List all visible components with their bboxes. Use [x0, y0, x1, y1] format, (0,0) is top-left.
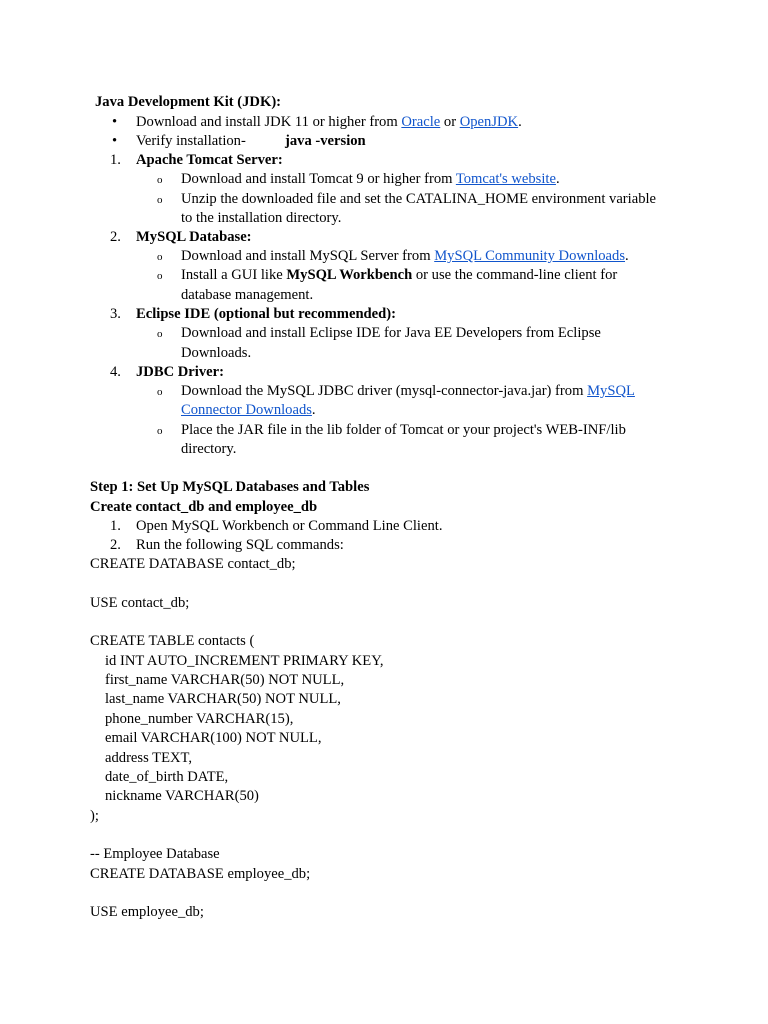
circle-bullet-icon: o: [157, 425, 163, 437]
bullet-icon: •: [112, 114, 118, 130]
oracle-link[interactable]: Oracle: [401, 114, 441, 130]
bullet-icon: •: [112, 133, 118, 149]
mysql-connector-downloads-link-cont[interactable]: Connector Downloads: [181, 402, 312, 418]
step1-heading: Step 1: Set Up MySQL Databases and Tables: [90, 479, 370, 495]
circle-bullet-icon: o: [157, 194, 163, 206]
mysql-community-downloads-link[interactable]: MySQL Community Downloads: [434, 248, 626, 264]
circle-bullet-icon: o: [157, 328, 163, 340]
mysql-heading: MySQL Database:: [136, 229, 252, 245]
jdbc-heading: JDBC Driver:: [136, 364, 224, 380]
tomcat-heading: Apache Tomcat Server:: [136, 152, 283, 168]
eclipse-heading: Eclipse IDE (optional but recommended):: [136, 306, 396, 322]
jdk-heading: Java Development Kit (JDK):: [95, 94, 282, 110]
circle-bullet-icon: o: [157, 386, 163, 398]
step1-subheading: Create contact_db and employee_db: [90, 499, 318, 515]
tomcat-website-link[interactable]: Tomcat's website: [455, 171, 556, 187]
java-version-command: java -version: [285, 133, 366, 149]
circle-bullet-icon: o: [157, 174, 163, 186]
mysql-connector-downloads-link[interactable]: MySQL: [587, 383, 635, 399]
openjdk-link[interactable]: OpenJDK: [459, 114, 519, 130]
document-page: Java Development Kit (JDK): • Download and install JDK 11 or higher from Oracle or OpenJDK. • Verify installation- java -version 1. Apache Tomcat Server: o Download and install Tomcat 9 or higher from Tomcat's website. o Unzip the downloaded file and set the CATALINA_HOME environment variable to the installation directory. 2. MySQL Database: o Download and install MySQL Server from MySQL Community Downloads. o Install a GUI like MySQL Workbench or use the command-line client for database management. 3. Eclipse IDE (optional but recommended): o Download and install Eclipse IDE for Java EE Developers from Eclipse Downloads. 4. JDBC Driver: o Download the MySQL JDBC driver (mysql-connector-java.jar) from MySQL Connector Downloads. o Place the JAR file in the lib folder of Tomcat or your project's WEB-INF/lib directory. Step 1: Set Up MySQL Databases and Tables Create contact_db and employee_db 1. Open MySQL Workbench or Command Line Client. 2. Run the following SQL commands: CREATE DATABASE contact_db; USE contact_db; CREATE TABLE contacts ( id INT AUTO_INCREMENT PRIMARY KEY, first_name VARCHAR(50) NOT NULL, last_name VARCHAR(50) NOT NULL, phone_number VARCHAR(15), email VARCHAR(100) NOT NULL, address TEXT, date_of_birth DATE, nickname VARCHAR(50) ); -- Employee Database CREATE DATABASE employee_db; USE employee_db;: [90, 94, 657, 921]
circle-bullet-icon: o: [157, 251, 163, 263]
circle-bullet-icon: o: [157, 270, 163, 282]
